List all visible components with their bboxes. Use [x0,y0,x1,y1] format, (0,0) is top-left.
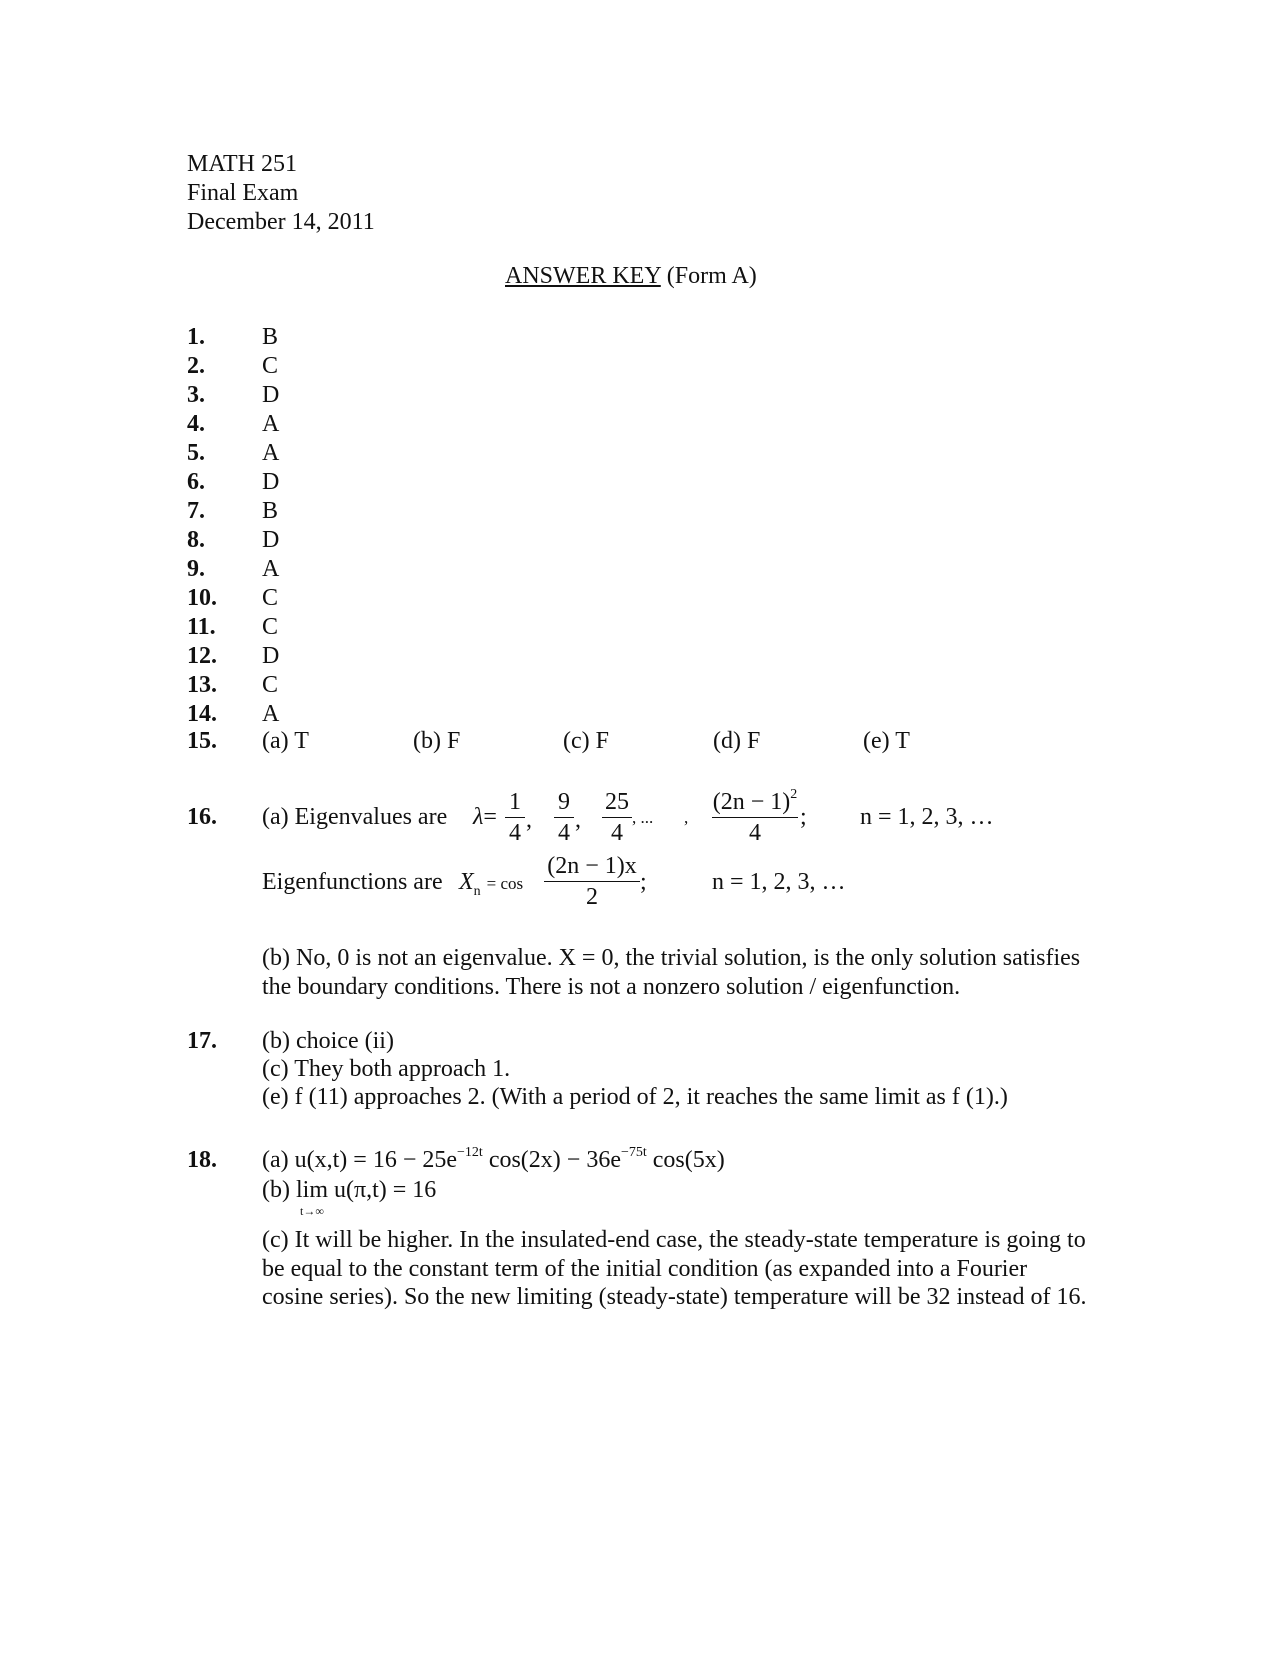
answer-letter: C [262,672,279,698]
q17-part-b: (b) choice (ii) [262,1028,394,1054]
comma: , [684,808,689,827]
q15-part-c: (c) F [563,728,609,754]
q18a-mid: cos(2x) − 36e [482,1147,621,1173]
frac3-numerator: 25 [605,789,629,815]
q18a-post: cos(5x) [646,1147,725,1173]
question-number: 8. [187,527,205,553]
q18-part-c: (c) It will be higher. In the insulated-end case, the steady-state temperature is going to be equal to the constant term of the initial condition (as expanded into a Fourier cosine series). So the new limiting (steady-state) temperature will be 32 instead of 16. [262,1227,1087,1310]
answer-letter: A [262,440,280,466]
efun-numerator: (2n − 1)x [547,853,637,879]
q15-part-b: (b) F [413,728,461,754]
q18-part-b [262,1176,436,1205]
answer-letter: B [262,324,279,350]
page-title [505,263,757,290]
form-label: (Form A) [666,263,757,289]
semicolon: ; [800,804,807,830]
lambda-symbol: λ [473,804,484,830]
exam-name: Final Exam [187,180,299,206]
question-number: 6. [187,469,205,495]
answer-letter: D [262,382,280,408]
frac1-denominator: 4 [509,820,521,846]
efun-denominator: 2 [586,884,598,910]
answer-letter: C [262,353,279,379]
general-denominator: 4 [749,820,761,846]
q18b-label: (b) [262,1177,290,1203]
equals-sign: = [483,804,497,830]
q18b-lim: lim [295,1177,328,1203]
q16-part-b: (b) No, 0 is not an eigenvalue. X = 0, the trivial solution, is the only solution satisfies the boundary conditions. There is not a nonzero solution / eigenfunction. [262,945,1081,1000]
eigenfunctions-label: Eigenfunctions are [262,869,443,895]
eigenfunction-n-range: n = 1, 2, 3, … [712,869,846,895]
answer-letter: D [262,469,280,495]
q15-part-e: (e) T [863,728,910,754]
q18a-pre: u(x,t) = 16 − 25e [294,1147,458,1173]
answer-letter: A [262,556,280,582]
q15-part-a: (a) T [262,728,309,754]
eigenfunction-lhs [459,868,523,900]
exam-date: December 14, 2011 [187,209,375,235]
answer-letter: C [262,585,279,611]
question-number: 7. [187,498,205,524]
answer-letter: B [262,498,279,524]
question-number: 9. [187,556,205,582]
question-number: 4. [187,411,205,437]
q18a-exp1: −12t [457,1145,483,1160]
answer-letter: A [262,701,280,727]
eigenvalue-frac-2 [554,790,574,845]
question-number: 3. [187,382,205,408]
lambda-equals [473,803,497,832]
q16-number: 16. [187,804,217,830]
eigenvalue-frac-3 [602,790,632,845]
q15-number: 15. [187,728,217,754]
frac3-denominator: 4 [611,820,623,846]
question-number: 10. [187,585,217,611]
question-number: 5. [187,440,205,466]
frac1-numerator: 1 [509,789,521,815]
question-number: 1. [187,324,205,350]
eigenvalue-general-frac [712,787,798,846]
general-exponent: 2 [790,787,798,802]
q17-number: 17. [187,1028,217,1054]
answer-letter: D [262,527,280,553]
efun-var: X [459,869,474,895]
general-numerator: (2n − 1) [712,789,791,815]
eigenvalue-frac-1 [505,790,525,845]
question-number: 13. [187,672,217,698]
q18b-expr: u(π,t) = 16 [334,1177,437,1203]
question-number: 12. [187,643,217,669]
eigenvalue-n-range: n = 1, 2, 3, … [860,804,994,830]
frac2-denominator: 4 [558,820,570,846]
question-number: 14. [187,701,217,727]
q18-number: 18. [187,1147,217,1173]
q18a-exp2: −75t [620,1145,647,1160]
q16-eigenvalues-label: (a) Eigenvalues are [262,804,448,830]
eigenfunction-frac [544,854,640,909]
answer-letter: D [262,643,280,669]
q17-part-e: (e) f (11) approaches 2. (With a period of 2, it reaches the same limit as f (1).) [262,1084,1008,1110]
ellipsis: , ... [632,808,654,827]
answer-letter: C [262,614,279,640]
frac2-numerator: 9 [558,789,570,815]
course-name: MATH 251 [187,151,298,177]
q15-part-d: (d) F [713,728,761,754]
question-number: 2. [187,353,205,379]
q18a-label: (a) [262,1147,289,1173]
q17-part-c: (c) They both approach 1. [262,1056,511,1082]
answer-letter: A [262,411,280,437]
q18b-lim-subscript: t→∞ [300,1204,324,1218]
q18-part-a [262,1146,725,1175]
efun-cos: = cos [486,874,524,893]
question-number: 11. [187,614,216,640]
answer-key-heading: ANSWER KEY [505,263,661,289]
efun-subscript: n [473,884,481,899]
